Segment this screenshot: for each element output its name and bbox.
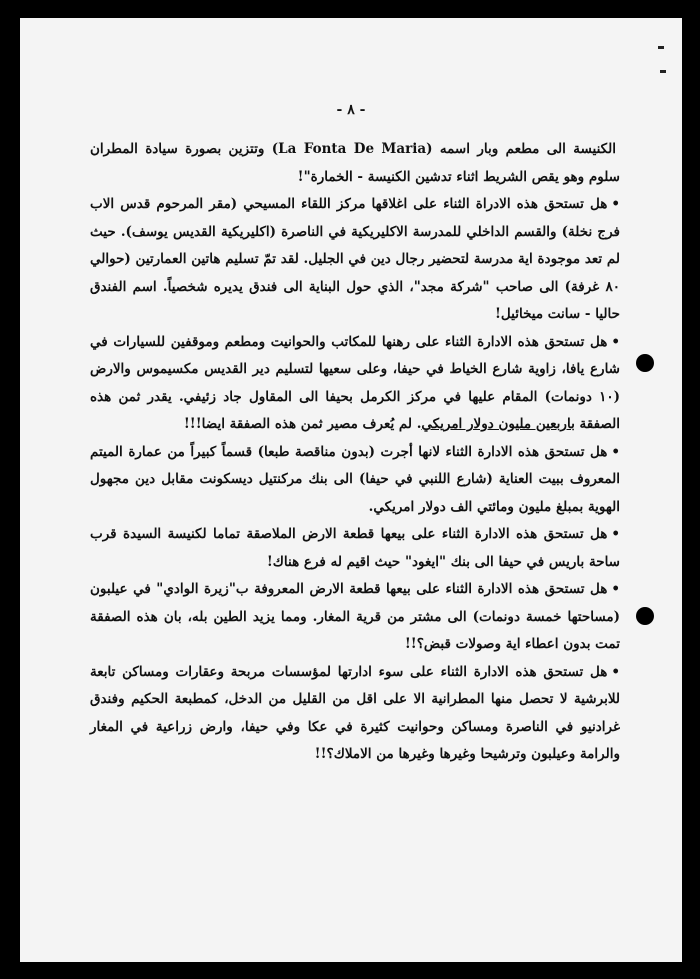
page-number: - ٨ - xyxy=(336,102,366,118)
bullet: • xyxy=(611,443,620,460)
paragraph-text: هل تستحق هذه الادارة الثناء على بيعها قطعة الارض المعروفة ب"زيرة الوادي" في عيلبون (مساحتها خمسة دونمات) الى مشتر من قرية المغار. ومما يزيد الطين بله، بان هذه الصفقة تمت بدون اعطاء اية وصولات قبض؟!! xyxy=(90,581,620,652)
bullet: • xyxy=(611,526,620,542)
bullet: • xyxy=(611,196,620,212)
paragraph xyxy=(90,521,620,576)
bullet: • xyxy=(611,581,620,597)
underlined-text: باربعين مليون دولار امريكي xyxy=(421,416,575,432)
paragraph-text: هل تستحق هذه الادارة الثناء على بيعها قطعة الارض الملاصقة تماما لكنيسة السيدة قرب ساحة باريس في حيفا الى بنك "ايغود" حيث اقيم له فرع هناك! xyxy=(90,526,620,570)
document-page xyxy=(20,18,682,962)
punch-hole xyxy=(636,354,654,372)
edge-mark xyxy=(660,70,666,73)
paragraph xyxy=(90,576,620,659)
bullet: • xyxy=(611,333,620,350)
punch-hole xyxy=(636,607,654,625)
bullet: • xyxy=(611,663,620,680)
paragraph-text: هل تستحق هذه الادراة الثناء على اغلاقها مركز اللقاء المسيحي (مقر المرحوم قدس الاب فرج نخلة) والقسم الداخلي للمدرسة الاكليريكية في الناصرة (اكليريكية القديس يوسف). حيث لم تعد موجودة اية مدرسة لتحضير رجال دين في الجليل. لقد تمّ تسليم هاتين العمارتين (حوالي ٨٠ غرفة) الى صاحب "شركة مجد"، الذي حول البناية الى فندق يديره شخصياً. اسم الفندق حاليا - سانت ميخائيل! xyxy=(90,196,620,322)
paragraph xyxy=(90,439,620,522)
paragraph-text: هل تستحق هذه الادارة الثناء على رهنها للمكاتب والحوانيت ومطعم وموقفين للسيارات في شارع يافا، زاوية شارع الخياط في حيفا، وعلى سعيها لتسليم دير القديس مكسيموس والارض (١٠ دونمات) المقام عليها في مركز الكرمل بحيفا الى المقاول جاد زئيفي. يقدر ثمن هذه الصفقة xyxy=(90,333,620,432)
edge-mark xyxy=(658,46,664,49)
paragraph xyxy=(90,136,620,191)
body-text xyxy=(90,136,620,769)
paragraph-text: الكنيسة الى مطعم وبار اسمه (La Fonta De Maria) وتتزين بصورة سيادة المطران سلوم وهو يقص الشريط اثناء تدشين الكنيسة - الخمارة"! xyxy=(90,141,620,185)
paragraph-text: . لم يُعرف مصير ثمن هذه الصفقة ايضا!!! xyxy=(183,416,422,432)
paragraph xyxy=(90,329,620,439)
paragraph xyxy=(90,659,620,769)
paragraph-text: هل تستحق هذه الادارة الثناء لانها أجرت (بدون مناقصة طبعا) قسماً كبيراً من عمارة الميتم المعروف ببيت العناية (شارع اللنبي في حيفا) الى بنك مركنتيل ديسكونت مقابل دين مجهول الهوية بمبلغ مليون ومائتي الف دولار امريكي. xyxy=(90,443,620,515)
paragraph-text: هل تستحق هذه الادارة الثناء على سوء ادارتها لمؤسسات مربحة وعقارات ومساكن تابعة للابرشية لا تحصل منها المطرانية الا على اقل من القليل من الدخل، كمطبعة الحكيم وفندق غرادنيو في الناصرة ومساكن وحوانيت كثيرة في عكا وفي حيفا، وارض زراعية في المغار والرامة وعيلبون وترشيحا وغيرها وغيرها من الاملاك؟!! xyxy=(90,663,620,762)
paragraph xyxy=(90,191,620,329)
